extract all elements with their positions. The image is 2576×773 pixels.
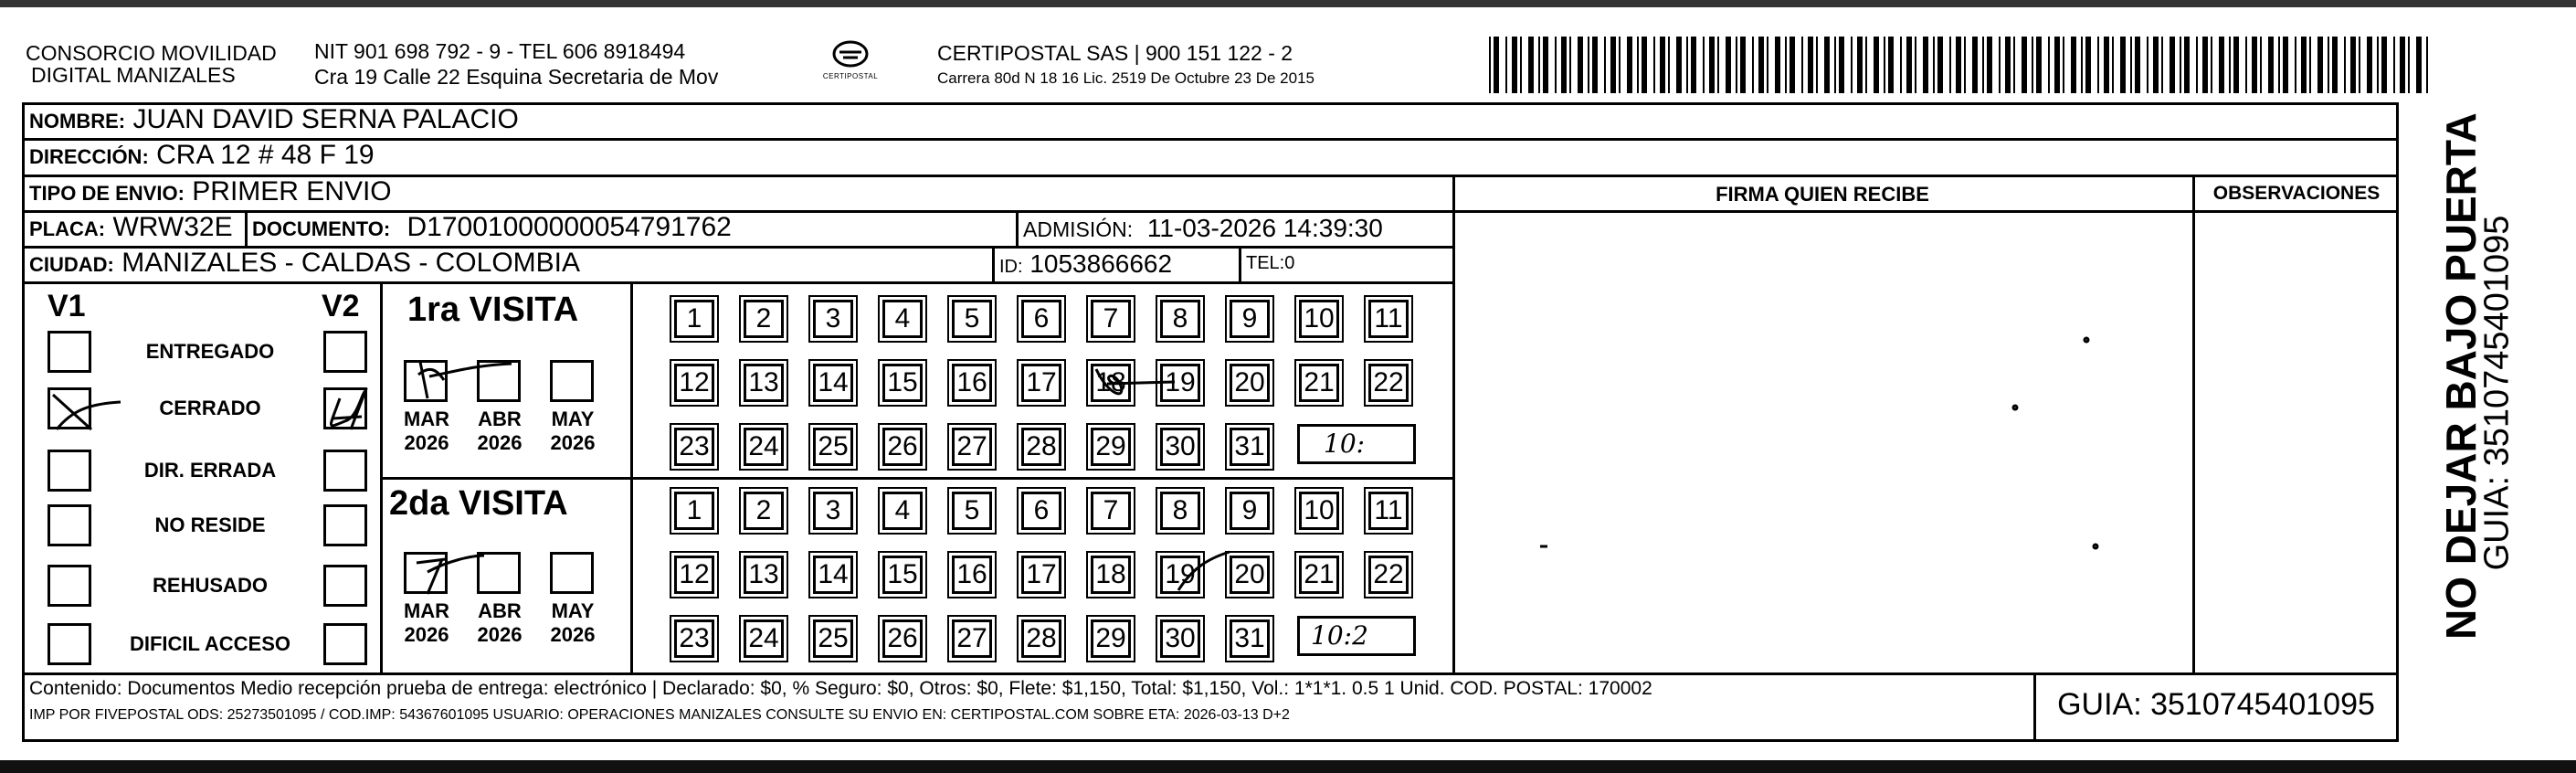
barcode-bar	[1578, 37, 1583, 93]
second-day-3[interactable]: 3	[813, 492, 853, 530]
barcode-bar	[1789, 37, 1795, 93]
header-contact	[314, 38, 718, 90]
documento-label: DOCUMENTO:	[252, 217, 391, 240]
v2-checkbox[interactable]	[323, 450, 367, 492]
month-name: MAY	[551, 599, 595, 622]
address-line: Cra 19 Calle 22 Esquina Secretaria de Mov	[314, 65, 719, 89]
barcode-bar	[2283, 37, 2288, 93]
admision-row	[1023, 214, 1383, 243]
second-day-17[interactable]: 17	[1021, 556, 1061, 594]
barcode-bar	[1816, 37, 1818, 93]
barcode-bar	[2196, 37, 2198, 93]
v1-label: V1	[48, 289, 86, 323]
barcode-bar	[1775, 37, 1780, 93]
barcode-bar	[1610, 37, 1616, 93]
month-name: MAR	[403, 599, 450, 622]
barcode-bar	[2135, 37, 2140, 93]
barcode-bar	[1888, 37, 1894, 93]
second-month-label	[541, 599, 605, 647]
right-header-line	[1452, 210, 2399, 213]
barcode-bar	[1956, 37, 1961, 93]
ciudad-value: MANIZALES - CALDAS - COLOMBIA	[121, 248, 581, 278]
footer-line-1: Contenido: Documentos Medio recepción prueba de entrega: electrónico | Declarado: $0, % Seguro: $0, Otros: $0, Flete: $1,150, Total: $1,150, Vol.: 1*1*1. 0.5 1 Unid. COD. POSTAL: 170002	[29, 678, 1652, 699]
first-month-label	[468, 408, 532, 455]
second-day-13[interactable]: 13	[744, 556, 784, 594]
barcode-bar	[1736, 37, 1737, 93]
second-day-14[interactable]: 14	[813, 556, 853, 594]
barcode-bar	[2393, 37, 2395, 93]
tipo-value: PRIMER ENVIO	[192, 176, 392, 206]
first-month-checkbox[interactable]	[477, 360, 521, 402]
first-month-checkbox[interactable]	[404, 360, 448, 402]
second-day-11[interactable]: 11	[1368, 492, 1409, 530]
barcode-bar	[1839, 37, 1844, 93]
direccion-row	[29, 140, 375, 171]
second-day-1[interactable]: 1	[674, 492, 714, 530]
first-time-box[interactable]	[1297, 424, 1416, 464]
barcode-bar	[2332, 37, 2338, 93]
nombre-label: NOMBRE:	[29, 110, 126, 132]
barcode-bar	[1627, 37, 1632, 93]
first-day-27[interactable]: 27	[952, 428, 992, 466]
id-divider	[992, 246, 995, 282]
barcode-bar	[1642, 37, 1647, 93]
barcode-bar	[1900, 37, 1902, 93]
barcode-bar	[1717, 37, 1719, 93]
barcode-bar	[1851, 37, 1853, 93]
second-day-28[interactable]: 28	[1021, 619, 1061, 658]
barcode-bar	[1785, 37, 1787, 93]
barcode-bar	[2112, 37, 2114, 93]
footer-guia: GUIA: 3510745401095	[2057, 687, 2375, 722]
months-divider	[630, 281, 633, 674]
barcode-bar	[2170, 37, 2175, 93]
barcode-bar	[1972, 37, 1978, 93]
barcode-bar	[1752, 37, 1754, 93]
second-time-note: 10:2	[1311, 620, 1368, 651]
v1-checkbox[interactable]	[48, 623, 91, 665]
barcode-bar	[1915, 37, 1916, 93]
v2-label: V2	[322, 289, 360, 323]
barcode-bar	[1528, 37, 1534, 93]
barcode-bar	[2301, 37, 2307, 93]
company-line-2: DIGITAL MANIZALES	[31, 63, 236, 87]
certipostal-logo	[818, 40, 882, 80]
second-day-9[interactable]: 9	[1230, 492, 1270, 530]
footer-line-2: IMP POR FIVEPOSTAL ODS: 25273501095 / COD.IMP: 54367601095 USUARIO: OPERACIONES MANIZALES CONSULTE SU ENVIO EN: CERTIPOSTAL.COM SOBRE ETA: 2026-03-13 D+2	[29, 707, 1290, 723]
direccion-value: CRA 12 # 48 F 19	[156, 140, 375, 170]
first-day-17[interactable]: 17	[1021, 364, 1061, 402]
v2-checkbox[interactable]	[323, 504, 367, 546]
first-day-2[interactable]: 2	[744, 300, 784, 338]
barcode-bar	[1949, 37, 1951, 93]
first-visit-title: 1ra VISITA	[407, 291, 579, 329]
barcode-bar	[1703, 37, 1705, 93]
v2-checkbox[interactable]	[323, 387, 367, 429]
id-row	[999, 249, 1172, 279]
firma-area[interactable]	[1456, 214, 2191, 671]
barcode-bar	[2245, 37, 2247, 93]
first-day-3[interactable]: 3	[813, 300, 853, 338]
month-year: 2026	[550, 623, 596, 646]
barcode-bar	[1676, 37, 1682, 93]
first-day-7[interactable]: 7	[1091, 300, 1131, 338]
second-day-31[interactable]: 31	[1230, 619, 1270, 658]
month-name: ABR	[478, 599, 522, 622]
first-day-5[interactable]: 5	[952, 300, 992, 338]
first-day-14[interactable]: 14	[813, 364, 853, 402]
firma-header: FIRMA QUIEN RECIBE	[1716, 183, 1929, 206]
first-month-label	[395, 408, 459, 455]
v1-checkbox[interactable]	[48, 450, 91, 492]
barcode-bar	[1543, 37, 1548, 93]
side-guia: GUIA: 3510745401095	[2477, 215, 2517, 571]
second-visit-title: 2da VISITA	[389, 484, 568, 523]
second-month-checkbox[interactable]	[404, 552, 448, 594]
status-label: ENTREGADO	[145, 340, 275, 363]
barcode-bar	[1561, 37, 1567, 93]
barcode-bar	[1758, 37, 1764, 93]
header-company	[26, 42, 277, 86]
month-name: ABR	[478, 408, 522, 430]
barcode-bar	[2350, 37, 2356, 93]
month-year: 2026	[477, 623, 523, 646]
barcode-bar	[2147, 37, 2148, 93]
company-line-1: CONSORCIO MOVILIDAD	[26, 41, 277, 65]
barcode-bar	[2211, 37, 2212, 93]
first-day-22[interactable]: 22	[1368, 364, 1409, 402]
barcode-bar	[1987, 37, 1992, 93]
status-label: NO RESIDE	[154, 514, 266, 536]
v2-checkbox[interactable]	[323, 623, 367, 665]
second-day-21[interactable]: 21	[1299, 556, 1339, 594]
barcode-bar	[1834, 37, 1836, 93]
second-time-box[interactable]	[1297, 616, 1416, 656]
barcode-bar	[2097, 37, 2099, 93]
nit-line: NIT 901 698 792 - 9 - TEL 606 8918494	[314, 39, 686, 63]
second-day-2[interactable]: 2	[744, 492, 784, 530]
barcode-bar	[2161, 37, 2163, 93]
ciudad-label: CIUDAD:	[29, 253, 114, 276]
second-day-7[interactable]: 7	[1091, 492, 1131, 530]
row-line	[22, 138, 2399, 141]
second-day-16[interactable]: 16	[952, 556, 992, 594]
scan-top-edge	[0, 0, 2576, 7]
barcode-bar	[1686, 37, 1688, 93]
second-month-label	[395, 599, 459, 647]
barcode-bar	[2377, 37, 2379, 93]
barcode-bar	[2381, 37, 2387, 93]
second-day-6[interactable]: 6	[1021, 492, 1061, 530]
documento-row	[252, 212, 732, 243]
certipostal-logo-icon	[830, 40, 871, 68]
tel-row	[1246, 253, 1294, 274]
first-day-1[interactable]: 1	[674, 300, 714, 338]
first-day-24[interactable]: 24	[744, 428, 784, 466]
barcode-bar	[1874, 37, 1879, 93]
tipo-row	[29, 176, 392, 207]
barcode-bar	[2153, 37, 2159, 93]
v2-checkbox[interactable]	[323, 565, 367, 607]
status-label: REHUSADO	[153, 574, 268, 597]
barcode-bar	[2202, 37, 2208, 93]
first-day-15[interactable]: 15	[882, 364, 923, 402]
tel-divider	[1239, 246, 1241, 282]
barcode-bar	[2048, 37, 2050, 93]
barcode-bar	[1824, 37, 1830, 93]
placa-row	[29, 212, 233, 243]
documento-value: D17001000000054791762	[406, 212, 732, 242]
barcode-bar	[2295, 37, 2296, 93]
barcode-bar	[1857, 37, 1863, 93]
barcode-bar	[1592, 37, 1598, 93]
barcode	[1489, 37, 2434, 93]
barcode-bar	[2071, 37, 2076, 93]
second-day-12[interactable]: 12	[674, 556, 714, 594]
logo-text: CERTIPOSTAL	[822, 72, 879, 80]
barcode-bar	[2036, 37, 2042, 93]
barcode-bar	[1767, 37, 1768, 93]
second-day-19[interactable]: 19	[1160, 556, 1200, 594]
placa-label: PLACA:	[29, 217, 106, 240]
divider-right-panel	[1452, 175, 1455, 673]
first-day-28[interactable]: 28	[1021, 428, 1061, 466]
v1-checkbox[interactable]	[48, 331, 91, 373]
first-day-18[interactable]: 18	[1091, 364, 1131, 402]
v1-checkbox[interactable]	[48, 387, 91, 429]
observaciones-header: OBSERVACIONES	[2212, 183, 2381, 204]
second-day-10[interactable]: 10	[1299, 492, 1339, 530]
barcode-bar	[1653, 37, 1655, 93]
second-day-26[interactable]: 26	[882, 619, 923, 658]
barcode-bar	[1637, 37, 1639, 93]
barcode-bar	[2309, 37, 2311, 93]
v1-checkbox[interactable]	[48, 565, 91, 607]
observaciones-area[interactable]	[2196, 214, 2397, 671]
first-day-21[interactable]: 21	[1299, 364, 1339, 402]
nombre-row	[29, 104, 519, 135]
second-day-15[interactable]: 15	[882, 556, 923, 594]
barcode-bar	[1505, 37, 1507, 93]
barcode-bar	[2180, 37, 2181, 93]
barcode-bar	[1923, 37, 1928, 93]
id-label: ID:	[999, 257, 1023, 277]
barcode-bar	[1619, 37, 1621, 93]
first-day-13[interactable]: 13	[744, 364, 784, 402]
second-day-24[interactable]: 24	[744, 619, 784, 658]
month-year: 2026	[550, 431, 596, 454]
first-day-25[interactable]: 25	[813, 428, 853, 466]
barcode-bar	[1604, 37, 1606, 93]
first-day-26[interactable]: 26	[882, 428, 923, 466]
second-day-25[interactable]: 25	[813, 619, 853, 658]
barcode-bar	[2022, 37, 2027, 93]
second-day-18[interactable]: 18	[1091, 556, 1131, 594]
ciudad-row	[29, 248, 580, 279]
tipo-label: TIPO DE ENVIO:	[29, 182, 185, 205]
barcode-bar	[2252, 37, 2257, 93]
month-name: MAY	[551, 408, 595, 430]
barcode-bar	[1808, 37, 1813, 93]
barcode-bar	[1937, 37, 1943, 93]
first-day-20[interactable]: 20	[1230, 364, 1270, 402]
first-day-29[interactable]: 29	[1091, 428, 1131, 466]
tel-label: TEL:	[1246, 253, 1285, 273]
v1-checkbox[interactable]	[48, 504, 91, 546]
first-day-12[interactable]: 12	[674, 364, 714, 402]
second-month-label	[468, 599, 532, 647]
first-time-note: 10:	[1324, 429, 1366, 459]
first-day-4[interactable]: 4	[882, 300, 923, 338]
barcode-bar	[1588, 37, 1589, 93]
v2-checkbox[interactable]	[323, 331, 367, 373]
first-day-6[interactable]: 6	[1021, 300, 1061, 338]
month-year: 2026	[477, 431, 523, 454]
second-day-30[interactable]: 30	[1160, 619, 1200, 658]
admision-label: ADMISIÓN:	[1023, 217, 1134, 241]
barcode-bar	[2416, 37, 2422, 93]
barcode-bar	[1709, 37, 1715, 93]
header-carrier	[937, 40, 1314, 91]
barcode-bar	[1538, 37, 1540, 93]
second-day-29[interactable]: 29	[1091, 619, 1131, 658]
divider-guia	[2033, 672, 2036, 742]
placa-value: WRW32E	[112, 212, 233, 242]
barcode-bar	[1520, 37, 1522, 93]
barcode-bar	[1964, 37, 1966, 93]
second-day-27[interactable]: 27	[952, 619, 992, 658]
barcode-bar	[1884, 37, 1885, 93]
barcode-bar	[1999, 37, 2001, 93]
barcode-bar	[1668, 37, 1670, 93]
direccion-label: DIRECCIÓN:	[29, 145, 149, 168]
first-day-23[interactable]: 23	[674, 428, 714, 466]
first-month-checkbox[interactable]	[550, 360, 594, 402]
status-label: DIFICIL ACCESO	[129, 632, 290, 655]
barcode-bar	[2104, 37, 2109, 93]
barcode-bar	[2278, 37, 2280, 93]
barcode-bar	[2400, 37, 2405, 93]
second-day-22[interactable]: 22	[1368, 556, 1409, 594]
barcode-bar	[2184, 37, 2190, 93]
barcode-bar	[1512, 37, 1517, 93]
barcode-bar	[2032, 37, 2033, 93]
barcode-bar	[2317, 37, 2323, 93]
admision-value: 11-03-2026 14:39:30	[1146, 214, 1383, 242]
carrier-line-2: Carrera 80d N 18 16 Lic. 2519 De Octubre 23 De 2015	[937, 69, 1314, 87]
first-day-10[interactable]: 10	[1299, 300, 1339, 338]
barcode-bar	[2229, 37, 2231, 93]
barcode-bar	[2359, 37, 2360, 93]
barcode-bar	[2054, 37, 2060, 93]
barcode-bar	[2344, 37, 2346, 93]
barcode-bar	[2408, 37, 2410, 93]
barcode-bar	[2005, 37, 2011, 93]
no-dejar-bajo-puerta: NO DEJAR BAJO PUERTA	[2437, 112, 2485, 640]
barcode-bar	[2063, 37, 2064, 93]
barcode-bar	[1801, 37, 1803, 93]
first-day-30[interactable]: 30	[1160, 428, 1200, 466]
second-day-8[interactable]: 8	[1160, 492, 1200, 530]
barcode-bar	[2013, 37, 2015, 93]
barcode-bar	[1982, 37, 1984, 93]
barcode-bar	[2081, 37, 2083, 93]
barcode-bar	[1933, 37, 1935, 93]
carrier-line-1: CERTIPOSTAL SAS | 900 151 122 - 2	[937, 41, 1293, 65]
barcode-bar	[2328, 37, 2329, 93]
first-day-16[interactable]: 16	[952, 364, 992, 402]
barcode-bar	[1906, 37, 1912, 93]
visit-divider	[380, 477, 1454, 480]
first-day-8[interactable]: 8	[1160, 300, 1200, 338]
barcode-bar	[2233, 37, 2239, 93]
second-month-checkbox[interactable]	[550, 552, 594, 594]
admision-divider	[1016, 210, 1019, 247]
barcode-bar	[2260, 37, 2262, 93]
barcode-bar	[2120, 37, 2126, 93]
barcode-bar	[1740, 37, 1746, 93]
second-day-23[interactable]: 23	[674, 619, 714, 658]
barcode-bar	[2268, 37, 2274, 93]
second-day-5[interactable]: 5	[952, 492, 992, 530]
barcode-bar	[2130, 37, 2132, 93]
placa-divider	[245, 210, 248, 247]
barcode-bar	[1865, 37, 1867, 93]
month-name: MAR	[403, 408, 450, 430]
second-day-4[interactable]: 4	[882, 492, 923, 530]
second-day-20[interactable]: 20	[1230, 556, 1270, 594]
barcode-bar	[1569, 37, 1571, 93]
barcode-bar	[1726, 37, 1731, 93]
status-label: DIR. ERRADA	[143, 459, 277, 482]
footer-line	[22, 672, 2399, 675]
barcode-bar	[1494, 37, 1499, 93]
barcode-bar	[2219, 37, 2224, 93]
barcode-bar	[1660, 37, 1665, 93]
divider-observaciones	[2192, 175, 2195, 673]
barcode-bar	[1555, 37, 1557, 93]
barcode-bar	[2426, 37, 2428, 93]
barcode-bar	[1489, 37, 1491, 93]
barcode-bar	[1691, 37, 1696, 93]
month-year: 2026	[404, 431, 449, 454]
scan-bottom-edge	[0, 760, 2576, 773]
month-year: 2026	[404, 623, 449, 646]
first-day-11[interactable]: 11	[1368, 300, 1409, 338]
barcode-bar	[2367, 37, 2372, 93]
second-month-checkbox[interactable]	[477, 552, 521, 594]
tel-value: 0	[1284, 253, 1295, 273]
id-value: 1053866662	[1029, 249, 1173, 278]
first-day-31[interactable]: 31	[1230, 428, 1270, 466]
barcode-bar	[2085, 37, 2091, 93]
nombre-value: JUAN DAVID SERNA PALACIO	[132, 104, 519, 134]
status-label: CERRADO	[159, 397, 261, 419]
first-day-19[interactable]: 19	[1160, 364, 1200, 402]
first-day-9[interactable]: 9	[1230, 300, 1270, 338]
first-month-label	[541, 408, 605, 455]
